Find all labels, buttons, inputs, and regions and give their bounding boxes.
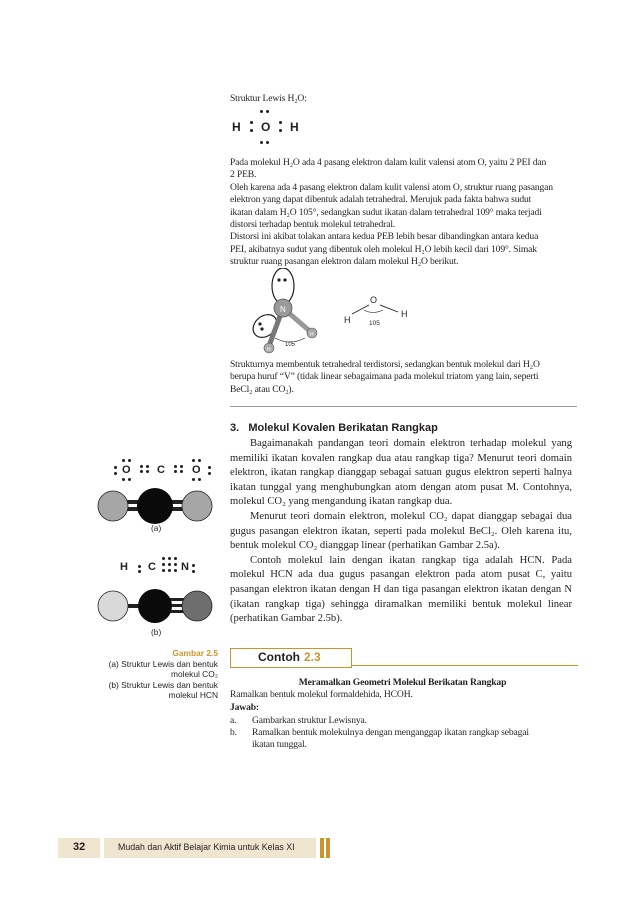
h2o-v-shape-figure <box>340 292 420 332</box>
hcn-molecule-model <box>95 584 215 628</box>
h-atom: H <box>120 561 128 573</box>
text-line: Distorsi ini akibat tolakan antara kedua PEB lebih besar dibandingkan antara kedua <box>230 231 539 243</box>
text-line: ikatan dalam H₂O 105°, sedangkan sudut ikatan dalam tetrahedral 109° maka terjadi <box>230 206 542 218</box>
figure-label-b: (b) <box>151 627 162 637</box>
section-body <box>230 437 572 627</box>
h-atom: H <box>290 120 299 134</box>
caption-line: molekul CO₂ <box>171 669 218 680</box>
text-line: Oleh karena ada 4 pasang elektron dalam kulit valensi atom O, struktur ruang pasangan <box>230 181 553 193</box>
contoh-jawab: Jawab: <box>230 702 259 713</box>
contoh-title: Meramalkan Geometri Molekul Berikatan Rangkap <box>298 677 507 688</box>
center-atom-label: N <box>280 305 286 314</box>
caption-line: (b) Struktur Lewis dan bentuk <box>108 679 218 690</box>
paragraph-v-shape <box>230 359 575 396</box>
footer-title-box <box>104 838 316 858</box>
contoh-header <box>230 648 578 666</box>
paragraph: Bagaimanakah pandangan teori domain elektron terhadap molekul yang memiliki ikatan kovalen rangkap dua atau rangkap tiga? Menurut teori domain elektron, ikatan rangkap dianggap sebagai satuan gugus elektron seperti halnya ikatan tunggal yang menghubungkan atom dengan atom pusat M. Contohnya, molekul CO₂ yang mengandung ikatan rangkap dua. <box>230 438 572 508</box>
c-atom: C <box>148 561 156 573</box>
text-line: distorsi terhadap bentuk molekul tetrahedral. <box>230 219 396 231</box>
text-line: 2 PEB. <box>230 169 257 181</box>
text-line: berupa huruf “V” (tidak linear sebagaimana pada molekul triatom yang lain, seperti <box>230 371 539 383</box>
co2-lewis-structure <box>112 458 212 482</box>
paragraph: Menurut teori domain elektron, molekul CO₂ dapat dianggap sebagai dua gugus pasangan elektron ikatan, seperti pada molekul BeCl₂. Oleh karena itu, bentuk molekul CO₂ dianggap linear (perhatikan Gambar 2.5a). <box>230 510 572 552</box>
item-marker: b. <box>230 727 237 738</box>
book-title: Mudah dan Aktif Belajar Kimia untuk Kelas XI <box>118 842 295 852</box>
c-atom: C <box>157 464 165 476</box>
section-divider <box>230 406 577 407</box>
paragraph: Contoh molekul lain dengan ikatan rangkap tiga adalah HCN. Pada molekul HCN ada dua gugus pasangan elektron pada atom pusat C, yaitu pasangan elektron ikatan dengan H dan tiga pasangan elektron ikatan dengan N (ikatan rangkap tiga) sehingga diramalkan memiliki bentuk molekul linear (perhatikan Gambar 2.5b). <box>230 554 572 625</box>
h-atom-label: H <box>401 309 408 319</box>
contoh-label: Contoh <box>258 650 300 664</box>
h-atom: H <box>232 120 241 134</box>
contoh-rule <box>351 665 578 666</box>
h-atom-label: H <box>267 347 271 353</box>
figure-label-a: (a) <box>151 523 162 533</box>
angle-label: 105 <box>369 320 380 327</box>
contoh-question: Ramalkan bentuk molekul formaldehida, HCOH. <box>230 689 413 700</box>
answer-item <box>230 715 575 727</box>
item-marker: a. <box>230 715 237 726</box>
section-heading: 3. Molekul Kovalen Berikatan Rangkap <box>230 422 438 434</box>
text-line: Pada molekul H₂O ada 4 pasang elektron dalam kulit valensi atom O, yaitu 2 PEI dan <box>230 157 547 168</box>
text-line: struktur ruang pasangan elektron dalam molekul H₂O berikut. <box>230 256 459 268</box>
co2-molecule-model <box>95 484 215 528</box>
lewis-h2o-structure <box>230 108 310 148</box>
contoh-number: 2.3 <box>304 650 321 664</box>
item-text: Gambarkan struktur Lewisnya. <box>252 715 367 726</box>
h2o-tetrahedral-figure <box>245 268 335 358</box>
footer-accent-bar <box>326 838 330 858</box>
caption-title: Gambar 2.5 <box>172 648 218 658</box>
o-atom-label: O <box>370 295 378 305</box>
o-atom: O <box>122 464 131 476</box>
h-atom-label: H <box>344 315 351 325</box>
caption-line: (a) Struktur Lewis dan bentuk <box>108 658 218 669</box>
hcn-lewis-structure <box>118 556 198 578</box>
o-atom: O <box>261 120 271 134</box>
o-atom: O <box>192 464 201 476</box>
text-line: BeCl₂ atau CO₂). <box>230 383 294 395</box>
footer-accent-bar <box>320 838 324 858</box>
text-line: PEI, akibatnya sudut yang dibentuk oleh molekul H₂O lebih kecil dari 109°. Simak <box>230 243 537 255</box>
answer-item <box>230 727 575 752</box>
page-number: 32 <box>73 841 86 853</box>
caption-line: molekul HCN <box>168 690 218 701</box>
item-text: ikatan tunggal. <box>252 739 307 751</box>
angle-label: 105 <box>285 342 296 348</box>
text-line: Strukturnya membentuk tetrahedral terdistorsi, sedangkan bentuk molekul dari H₂O <box>230 359 540 370</box>
item-text: Ramalkan bentuk molekulnya dengan menganggap ikatan rangkap sebagai <box>252 727 529 738</box>
h-atom-label: H <box>310 332 314 338</box>
figure-caption <box>100 648 218 701</box>
paragraph-h2o-electrons <box>230 157 575 269</box>
text-line: elektron yang dapat dibentuk adalah tetrahedral. Merujuk pada fakta bahwa sudut <box>230 194 532 206</box>
lewis-h2o-title: Struktur Lewis H₂O: <box>230 93 307 104</box>
footer-page-number-box <box>58 838 100 858</box>
n-atom: N <box>181 561 189 573</box>
